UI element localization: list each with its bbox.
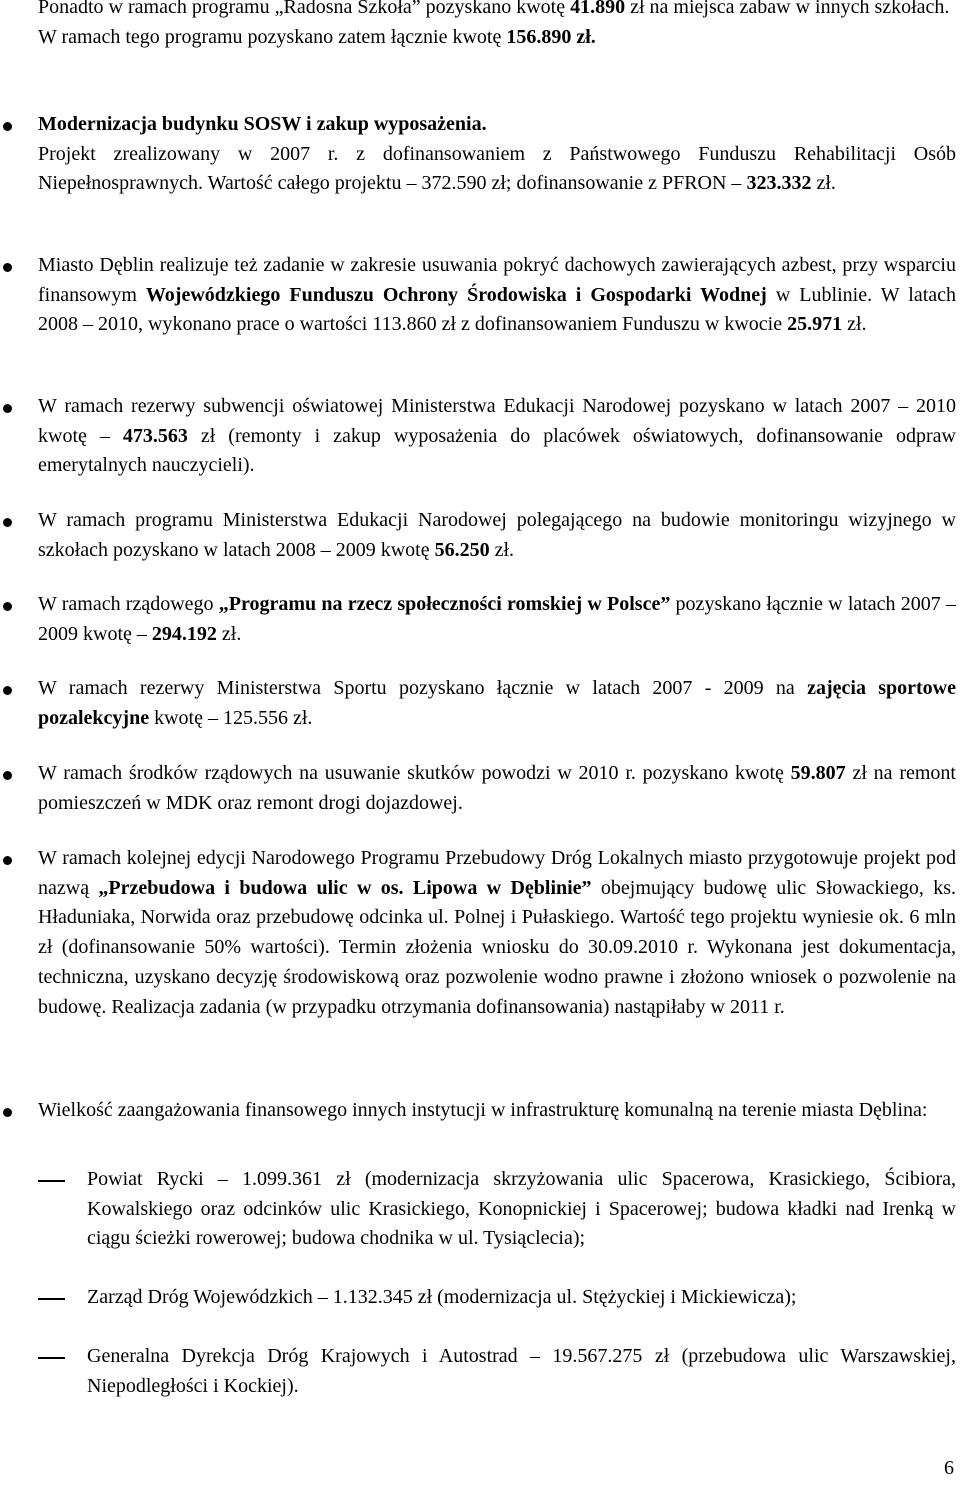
amount: 323.332	[746, 172, 812, 195]
sub-list-item: Generalna Dyrekcja Dróg Krajowych i Autostrad – 19.567.275 zł (przebudowa ulic Warszawskiej, Niepodległości i Kockiej).	[87, 1345, 956, 1397]
item-text: zł.	[842, 313, 867, 336]
amount: 56.250	[434, 538, 490, 561]
item-text: obejmujący budowę ulic Słowackiego, ks. Hładuniaka, Norwida oraz przebudowę odcinka ul. Polnej i Pułaskiego. Wartość tego projektu wyniesie ok. 6 mln zł (dofinansowanie 50% wartości). Termin złożenia wniosku do 30.09.2010 r. Wykonana jest dokumentacja, techniczna, uzyskano decyzję środowiskową oraz pozwolenie wodno prawne i złożono wniosek o pozwolenie na budowę. Realizacja zadania (w przypadku otrzymania dofinansowania) nastąpiłaby w 2011 r.	[38, 876, 956, 1018]
list-item	[38, 392, 956, 481]
item-text: Miasto Dęblin realizuje też zadanie w zakresie usuwania pokryć dachowych zawierających azbest, przy wsparciu finansowym	[38, 254, 956, 306]
list-item	[38, 251, 956, 340]
bullet-icon	[3, 518, 12, 527]
amount: 25.971	[787, 313, 843, 336]
intro-text: zł na miejsca zabaw w innych szkołach.	[625, 0, 950, 18]
item-text: zł na remont pomieszczeń w MDK oraz remont drogi dojazdowej.	[38, 762, 956, 814]
amount: 41.890	[570, 0, 626, 18]
item-text: W ramach środków rządowych na usuwanie skutków powodzi w 2010 r. pozyskano kwotę	[38, 762, 791, 784]
item-text: kwotę – 125.556 zł.	[149, 706, 313, 729]
list-item	[38, 110, 956, 199]
item-title: Modernizacja budynku SOSW i zakup wyposażenia.	[38, 113, 487, 135]
intro-text: W ramach tego programu pozyskano zatem łącznie kwotę	[38, 25, 507, 48]
page-number: 6	[944, 1457, 954, 1479]
item-text: zł (remonty i zakup wyposażenia do placówek oświatowych, dofinansowanie odpraw emerytalnych nauczycieli).	[38, 424, 956, 477]
bullet-icon	[3, 771, 12, 780]
list-item	[38, 674, 956, 733]
dash-icon	[38, 1357, 65, 1359]
project-name: „Przebudowa i budowa ulic w os. Lipowa w Dęblinie”	[98, 876, 592, 899]
bullet-icon	[3, 856, 12, 865]
dash-icon	[38, 1180, 65, 1182]
bullet-icon	[3, 263, 12, 272]
bullet-icon	[3, 122, 12, 131]
institution-name: Wojewódzkiego Funduszu Ochrony Środowiska i Gospodarki Wodnej	[145, 283, 767, 306]
amount: 294.192	[151, 622, 217, 645]
intro-paragraph	[38, 0, 956, 52]
list-item	[38, 844, 956, 1022]
amount: 156.890 zł.	[506, 25, 596, 48]
item-text: w Lublinie. W latach 2008 – 2010, wykonano prace o wartości 113.860 zł z dofinansowaniem Funduszu w kwocie	[38, 283, 957, 336]
bullet-icon	[3, 404, 12, 413]
amount: 59.807	[790, 762, 846, 784]
amount: 473.563	[122, 424, 188, 447]
bullet-icon	[3, 686, 12, 695]
item-text: zł.	[489, 538, 515, 561]
activity-name: zajęcia sportowe pozalekcyjne	[38, 677, 956, 729]
item-text: Wielkość zaangażowania finansowego innych instytucji w infrastrukturę komunalną na terenie miasta Dęblina:	[38, 1099, 928, 1121]
item-text: W ramach programu Ministerstwa Edukacji Narodowej polegającego na budowie monitoringu wizyjnego w szkołach pozyskano w latach 2008 – 2009 kwotę	[38, 509, 956, 561]
bullet-icon	[3, 1108, 12, 1117]
program-name: „Programu na rzecz społeczności romskiej w Polsce”	[218, 593, 671, 615]
list-item	[38, 759, 956, 818]
item-text: W ramach rezerwy subwencji oświatowej Ministerstwa Edukacji Narodowej pozyskano w latach 2007 – 2010 kwotę –	[38, 395, 956, 447]
item-text: zł.	[811, 172, 836, 195]
item-text: W ramach kolejnej edycji Narodowego Programu Przebudowy Dróg Lokalnych miasto przygotowuje projekt pod nazwą	[38, 847, 956, 899]
bullet-icon	[3, 602, 12, 611]
item-text: W ramach rezerwy Ministerstwa Sportu pozyskano łącznie w latach 2007 - 2009 na	[38, 677, 808, 699]
sub-list-item: Zarząd Dróg Wojewódzkich – 1.132.345 zł (modernizacja ul. Stężyckiej i Mickiewicza);	[87, 1286, 797, 1308]
intro-text: Ponadto w ramach programu „Radosna Szkoła” pozyskano kwotę	[38, 0, 571, 18]
list-item	[38, 1096, 956, 1126]
dash-icon	[38, 1298, 65, 1300]
item-text: pozyskano łącznie w latach 2007 – 2009 kwotę –	[38, 593, 956, 645]
item-text: W ramach rządowego	[38, 593, 219, 615]
list-item	[38, 590, 956, 649]
item-text: Projekt zrealizowany w 2007 r. z dofinansowaniem z Państwowego Funduszu Rehabilitacji Osób Niepełnosprawnych. Wartość całego projektu – 372.590 zł; dofinansowanie z PFRON –	[38, 142, 956, 195]
sub-list-item: Powiat Rycki – 1.099.361 zł (modernizacja skrzyżowania ulic Spacerowa, Krasickiego, Ścibiora, Kowalskiego oraz odcinków ulic Krasickiego, Konopnickiej i Spacerowej; budowa kładki nad Irenką w ciągu ścieżki rowerowej; budowa chodnika w ul. Tysiąclecia);	[87, 1168, 956, 1250]
list-item	[38, 506, 956, 565]
item-text: zł.	[216, 622, 242, 645]
